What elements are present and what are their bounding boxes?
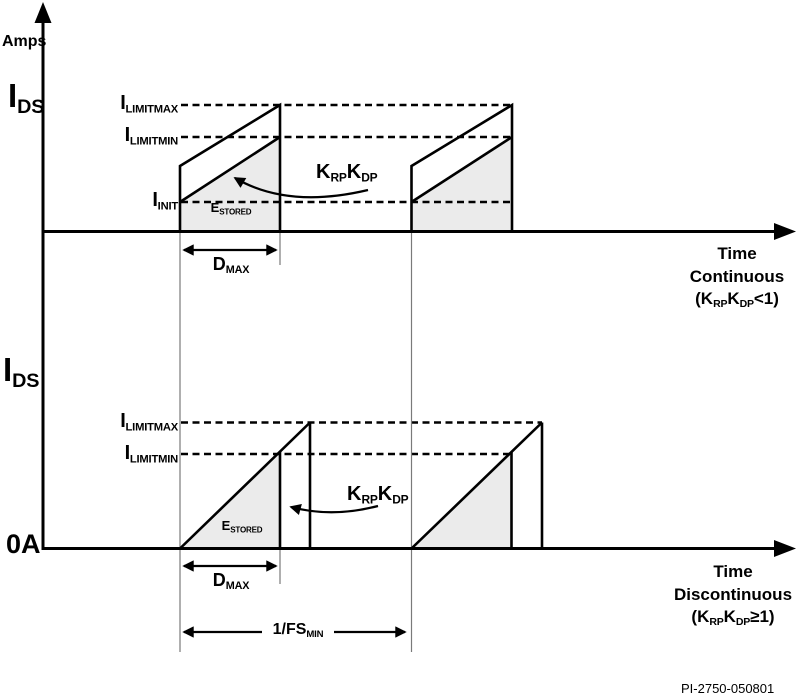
bottom-x-axis-caption <box>653 561 800 634</box>
bottom-x-axis-arrowhead <box>774 540 796 557</box>
top-dmax-label <box>181 255 281 276</box>
estored-sub: STORED <box>219 207 252 217</box>
ilimitmin2-main: I <box>124 442 130 464</box>
ids2-sub: DS <box>12 369 40 392</box>
dmax2-sub: MAX <box>225 580 250 593</box>
fsmin-sub: MIN <box>306 628 324 640</box>
cond-mid: K <box>727 289 740 308</box>
ilimitmax-sub: LIMITMAX <box>125 103 178 116</box>
krp-sub2: DP <box>361 170 378 185</box>
krp2-k1: K <box>347 483 362 505</box>
krp2-k2: K <box>377 483 393 505</box>
cond2-sub2: DP <box>735 616 751 629</box>
part-number: PI-2750-050801 <box>681 681 775 696</box>
bottom-ripple-label <box>347 484 408 506</box>
krp-k2: K <box>346 161 362 183</box>
top-x-axis-caption <box>657 243 800 316</box>
top-y-axis-label <box>8 79 44 118</box>
bottom-ilimitmax-label <box>58 411 178 434</box>
y-axis-unit-label: Amps <box>2 33 47 50</box>
estored2-main: E <box>221 518 231 533</box>
cond2-sub1: RP <box>709 616 724 629</box>
bottom-y-axis-label <box>3 353 39 392</box>
estored-main: E <box>210 200 220 215</box>
dmax-sub: MAX <box>225 264 250 277</box>
bottom-ripple-arrow <box>291 506 378 512</box>
top-condition-label <box>657 288 800 316</box>
cond2-mid: K <box>723 607 736 626</box>
ilimitmax2-main: I <box>120 410 126 432</box>
top-x-axis-arrowhead <box>774 223 796 240</box>
cond-sub2: DP <box>739 298 754 311</box>
krp2-sub1: RP <box>361 492 378 507</box>
dmax-main: D <box>212 254 226 274</box>
top-mode-label: Continuous <box>689 266 785 286</box>
cond2-open: (K <box>691 607 710 626</box>
ilimitmax2-sub: LIMITMAX <box>125 421 178 434</box>
bottom-origin-label: 0A <box>6 529 41 559</box>
krp-k1: K <box>316 161 331 183</box>
iinit-main: I <box>152 189 158 211</box>
stored-energy-fills <box>180 137 512 548</box>
ilimitmin-sub: LIMITMIN <box>129 135 178 148</box>
top-pulse2-shade <box>412 137 513 232</box>
top-ilimitmin-label <box>58 125 178 148</box>
y-axis-arrowhead <box>35 2 52 23</box>
top-ripple-label <box>316 162 377 184</box>
estored2-sub: STORED <box>230 525 263 535</box>
fsmin-main: FS <box>285 621 307 638</box>
bottom-time-label: Time <box>713 562 753 581</box>
ilimitmin2-sub: LIMITMIN <box>129 453 178 466</box>
top-iinit-label <box>58 190 178 213</box>
ilimitmin-main: I <box>124 124 130 146</box>
ids-main: I <box>8 77 18 114</box>
ids2-main: I <box>3 351 13 388</box>
cond-sub1: RP <box>713 298 728 311</box>
bottom-estored-label <box>192 519 292 534</box>
top-pulse1-shade <box>180 137 280 232</box>
ids-sub: DS <box>17 95 45 118</box>
krp2-sub2: DP <box>392 492 409 507</box>
ilimitmax-main: I <box>120 92 126 114</box>
iinit-sub: INIT <box>157 200 178 213</box>
fsmin-pre: 1/ <box>272 621 286 638</box>
bottom-mode-label: Discontinuous <box>673 584 793 604</box>
cond2-close: ≥1) <box>750 607 775 626</box>
top-ilimitmax-label <box>58 93 178 116</box>
krp-sub1: RP <box>330 170 347 185</box>
cond-close: <1) <box>753 289 779 308</box>
dmax2-main: D <box>212 570 226 590</box>
bottom-ilimitmin-label <box>58 443 178 466</box>
top-estored-label <box>181 201 281 216</box>
cond-open: (K <box>695 289 714 308</box>
bottom-dmax-label <box>181 571 281 592</box>
bottom-condition-label <box>653 606 800 634</box>
fsmin-label <box>248 622 348 639</box>
top-time-label: Time <box>717 244 757 263</box>
